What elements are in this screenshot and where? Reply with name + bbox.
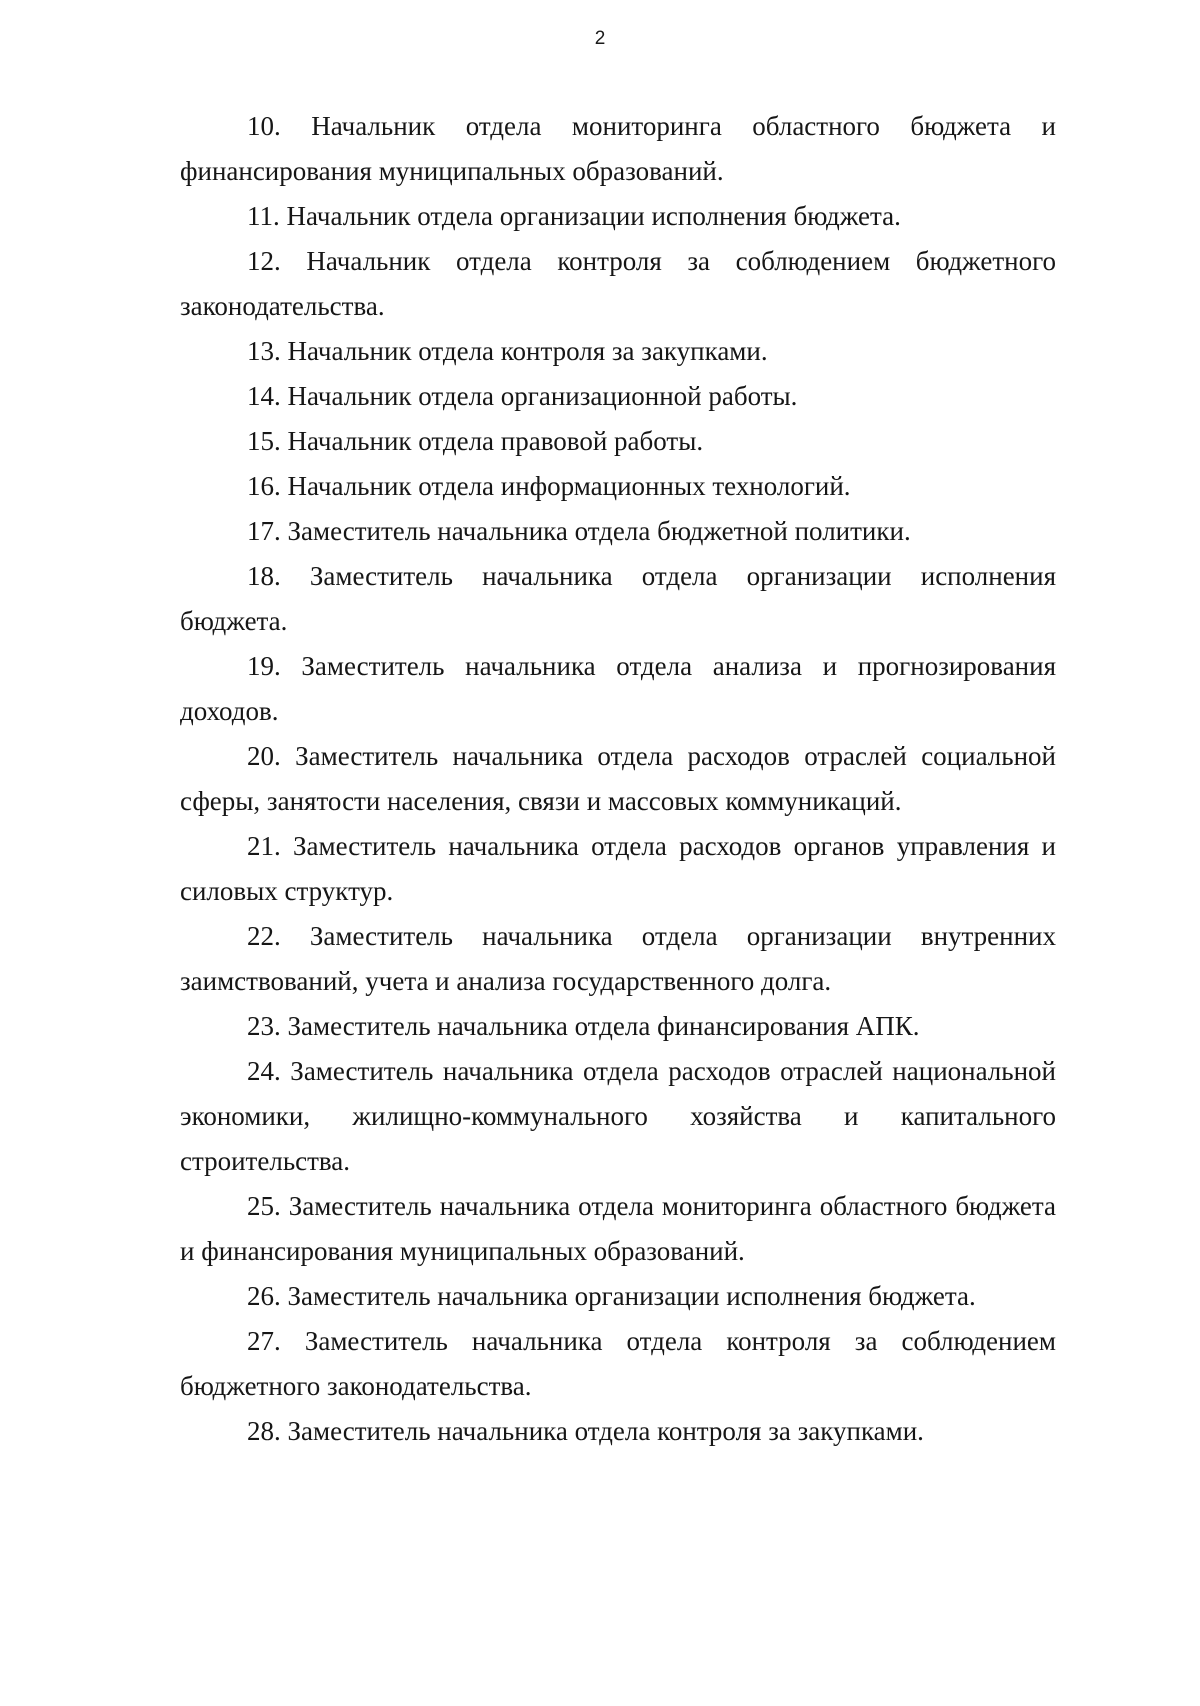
document-body — [180, 104, 1056, 1454]
list-item-24: 24. Заместитель начальника отдела расходов отраслей национальной экономики, жилищно-коммунального хозяйства и капитального строительства. — [180, 1056, 1056, 1176]
list-item-16: 16. Начальник отдела информационных технологий. — [247, 471, 851, 501]
list-item-13: 13. Начальник отдела контроля за закупками. — [247, 336, 768, 366]
list-item-17: 17. Заместитель начальника отдела бюджетной политики. — [247, 516, 911, 546]
list-item-23: 23. Заместитель начальника отдела финансирования АПК. — [247, 1011, 920, 1041]
list-item-19: 19. Заместитель начальника отдела анализа и прогнозирования доходов. — [180, 651, 1056, 726]
list-item-15: 15. Начальник отдела правовой работы. — [247, 426, 704, 456]
list-item-18: 18. Заместитель начальника отдела организации исполнения бюджета. — [180, 561, 1056, 636]
list-item-21: 21. Заместитель начальника отдела расходов органов управления и силовых структур. — [180, 831, 1056, 906]
list-item-14: 14. Начальник отдела организационной работы. — [247, 381, 798, 411]
list-item-12: 12. Начальник отдела контроля за соблюдением бюджетного законодательства. — [180, 246, 1056, 321]
list-item-27: 27. Заместитель начальника отдела контроля за соблюдением бюджетного законодательства. — [180, 1326, 1056, 1401]
list-item-20: 20. Заместитель начальника отдела расходов отраслей социальной сферы, занятости населения, связи и массовых коммуникаций. — [180, 741, 1056, 816]
list-item-25: 25. Заместитель начальника отдела мониторинга областного бюджета и финансирования муниципальных образований. — [180, 1191, 1056, 1266]
list-item-11: 11. Начальник отдела организации исполнения бюджета. — [247, 201, 901, 231]
list-item-22: 22. Заместитель начальника отдела организации внутренних заимствований, учета и анализа государственного долга. — [180, 921, 1056, 996]
list-item-28: 28. Заместитель начальника отдела контроля за закупками. — [247, 1416, 924, 1446]
list-item-10: 10. Начальник отдела мониторинга областного бюджета и финансирования муниципальных образований. — [180, 111, 1056, 186]
list-item-26: 26. Заместитель начальника организации исполнения бюджета. — [247, 1281, 976, 1311]
page-number: 2 — [594, 28, 606, 49]
